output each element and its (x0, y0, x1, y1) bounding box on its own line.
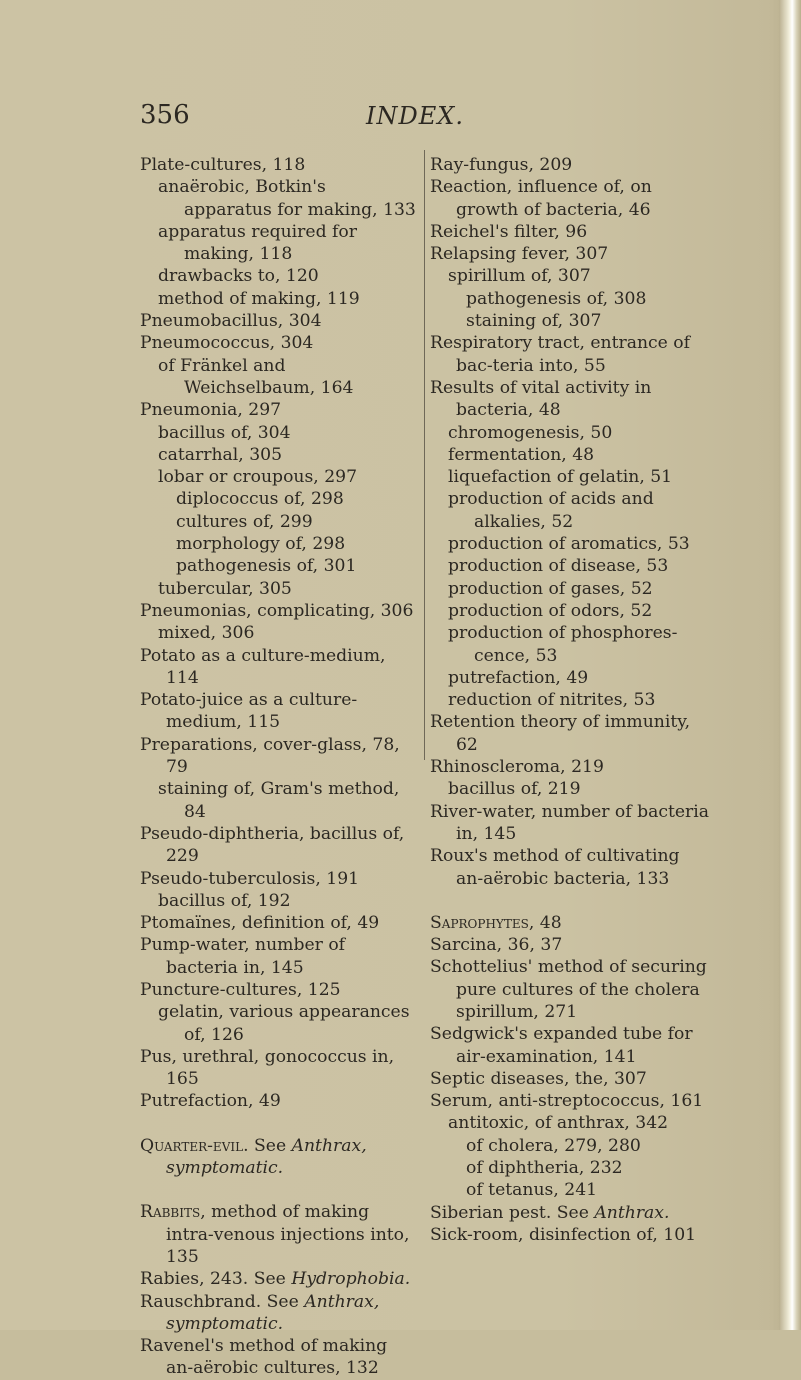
left-column (140, 154, 418, 1380)
index-entry (430, 756, 710, 778)
index-entry (140, 1135, 418, 1180)
index-entry (430, 1202, 710, 1224)
entry-text: Ravenel's method of making an-aërobic cultures, 132 (140, 1336, 388, 1379)
index-entry (140, 399, 418, 421)
index-entry (140, 979, 418, 1001)
entry-text: antitoxic, of anthrax, 342 (448, 1113, 669, 1134)
entry-text: River-water, number of bacteria in, 145 (430, 801, 710, 844)
entry-text: reduction of nitrites, 53 (448, 690, 656, 711)
entry-text: chromogenesis, 50 (448, 422, 613, 443)
entry-text: Pneumobacillus, 304 (140, 311, 322, 332)
index-entry (140, 310, 418, 332)
entry-text: Rhinoscleroma, 219 (430, 757, 604, 778)
index-entry (430, 622, 710, 667)
index-entry (430, 956, 710, 1023)
index-entry (430, 912, 710, 934)
entry-text: Roux's method of cultivating an-aërobic bacteria, 133 (430, 846, 680, 889)
index-entry (140, 912, 418, 934)
index-entry (430, 801, 710, 846)
entry-text: Serum, anti-streptococcus, 161 (430, 1091, 704, 1112)
entry-text: production of aromatics, 53 (448, 534, 690, 555)
index-entry (140, 578, 418, 600)
entry-text: bacillus of, 192 (158, 890, 291, 911)
page-title: INDEX. (366, 102, 464, 130)
index-entry (140, 265, 418, 287)
index-entry (140, 1001, 418, 1046)
entry-text: drawbacks to, 120 (158, 266, 319, 287)
entry-text: method of making, 119 (158, 288, 360, 309)
index-entry (430, 778, 710, 800)
entry-text: Reichel's filter, 96 (430, 221, 588, 242)
entry-text: of Fränkel and Weichselbaum, 164 (158, 355, 354, 398)
entry-text: mixed, 306 (158, 623, 255, 644)
index-entry (140, 332, 418, 354)
entry-text: production of odors, 52 (448, 600, 653, 621)
entry-text: diplococcus of, 298 (176, 489, 344, 510)
index-entry (430, 1157, 710, 1179)
index-entry (140, 600, 418, 622)
index-entry (430, 578, 710, 600)
entry-text: Respiratory tract, entrance of bac-teria into, 55 (430, 333, 691, 376)
entry-cross-reference: Anthrax, symptomatic. (166, 1291, 380, 1334)
entry-text: Pneumonias, complicating, 306 (140, 600, 414, 621)
index-entry (140, 868, 418, 890)
index-entry (430, 1068, 710, 1090)
index-entry (140, 154, 418, 176)
entry-text: fermentation, 48 (448, 444, 595, 465)
entry-cross-reference: Anthrax. (594, 1202, 670, 1223)
entry-text: pathogenesis of, 308 (466, 288, 647, 309)
entry-cross-reference: Hydrophobia. (291, 1269, 411, 1290)
entry-text: tubercular, 305 (158, 578, 292, 599)
index-entry (140, 823, 418, 868)
entry-text: Rauschbrand. See (140, 1291, 305, 1312)
entry-text: spirillum of, 307 (448, 266, 591, 287)
entry-text: Sedgwick's expanded tube for air-examination, 141 (430, 1024, 693, 1067)
index-entry (430, 488, 710, 533)
entry-text: Pus, urethral, gonococcus in, 165 (140, 1046, 395, 1090)
index-entry (430, 600, 710, 622)
entry-text: catarrhal, 305 (158, 444, 283, 465)
entry-text: Pseudo-tuberculosis, 191 (140, 868, 360, 889)
entry-text: Ray-fungus, 209 (430, 155, 573, 175)
index-entry (140, 555, 418, 577)
index-entry (140, 1090, 418, 1112)
entry-text: production of acids and alkalies, 52 (448, 489, 654, 532)
entry-heading: Saprophytes, (430, 912, 535, 933)
index-entry (430, 1023, 710, 1068)
entry-text: Ptomaïnes, definition of, 49 (140, 913, 380, 934)
entry-text: See (248, 1135, 292, 1156)
entry-heading: Quarter-evil. (140, 1135, 249, 1156)
index-entry (430, 444, 710, 466)
entry-text: Rabies, 243. See (140, 1269, 292, 1290)
entry-text: liquefaction of gelatin, 51 (448, 467, 673, 488)
index-entry (140, 1335, 418, 1380)
entry-text: Retention theory of immunity, 62 (430, 712, 691, 755)
page-header (0, 100, 801, 140)
index-entry (140, 778, 418, 823)
index-entry (140, 1291, 418, 1336)
entry-cross-reference: Anthrax, symptomatic. (166, 1135, 367, 1179)
index-entry (430, 243, 710, 265)
entry-text: bacillus of, 219 (448, 779, 581, 800)
index-entry (140, 934, 418, 979)
entry-text: Sick-room, disinfection of, 101 (430, 1224, 697, 1245)
index-entry (430, 310, 710, 332)
index-entry (430, 555, 710, 577)
index-entry (140, 1268, 418, 1290)
entry-text: bacillus of, 304 (158, 422, 291, 443)
index-entry (430, 533, 710, 555)
index-entry (430, 377, 710, 422)
index-entry (140, 488, 418, 510)
index-entry (140, 355, 418, 400)
entry-text: production of gases, 52 (448, 578, 653, 599)
index-entry (140, 1201, 418, 1268)
entry-text: method of making intra-venous injections into, 135 (166, 1202, 410, 1267)
entry-text: apparatus required for making, 118 (158, 221, 357, 265)
index-entry (430, 221, 710, 243)
entry-text: Reaction, influence of, on growth of bacteria, 46 (430, 177, 652, 220)
entry-text: cultures of, 299 (176, 511, 313, 532)
index-entry (140, 1046, 418, 1091)
page-number: 356 (140, 100, 190, 130)
index-entry (140, 622, 418, 644)
entry-text: production of disease, 53 (448, 556, 669, 577)
entry-text: Potato-juice as a culture-medium, 115 (140, 690, 358, 733)
entry-text: Schottelius' method of securing pure cultures of the cholera spirillum, 271 (430, 957, 707, 1022)
entry-text: of cholera, 279, 280 (466, 1135, 641, 1156)
index-entry (430, 176, 710, 221)
entry-text: Pseudo-diphtheria, bacillus of, 229 (140, 823, 405, 867)
entry-text: staining of, 307 (466, 311, 602, 332)
entry-text: Plate-cultures, 118 (140, 155, 306, 175)
entry-text: Potato as a culture-medium, 114 (140, 645, 386, 688)
page-edge (779, 0, 801, 1330)
index-entry (430, 1135, 710, 1157)
index-entry (140, 734, 418, 779)
index-entry (430, 288, 710, 310)
index-entry (430, 689, 710, 711)
index-entry (140, 645, 418, 690)
index-entry (430, 1112, 710, 1134)
index-entry (430, 265, 710, 287)
index-entry (140, 288, 418, 310)
entry-text: of tetanus, 241 (466, 1180, 598, 1201)
index-entry (430, 1179, 710, 1201)
right-column (430, 154, 710, 1246)
entry-text: Pneumonia, 297 (140, 400, 282, 421)
column-divider (424, 150, 425, 760)
entry-text: pathogenesis of, 301 (176, 556, 357, 577)
entry-text: Relapsing fever, 307 (430, 244, 609, 265)
index-entry (140, 511, 418, 533)
index-entry (430, 934, 710, 956)
index-entry (430, 1090, 710, 1112)
entry-text: Sarcina, 36, 37 (430, 935, 563, 956)
index-entry (140, 422, 418, 444)
entry-text: 48 (534, 912, 562, 933)
index-entry (430, 711, 710, 756)
index-entry (140, 890, 418, 912)
index-entry (430, 422, 710, 444)
entry-text: Preparations, cover-glass, 78, 79 (140, 734, 400, 778)
index-entry (430, 845, 710, 890)
index-entry (430, 332, 710, 377)
entry-text: gelatin, various appearances of, 126 (158, 1002, 410, 1045)
index-entry (430, 154, 710, 176)
entry-text: Results of vital activity in bacteria, 48 (430, 377, 652, 421)
index-entry (140, 689, 418, 734)
entry-text: production of phosphores-cence, 53 (448, 623, 678, 666)
index-entry (430, 466, 710, 488)
entry-heading: Rabbits, (140, 1202, 206, 1223)
entry-text: morphology of, 298 (176, 534, 346, 555)
index-entry (140, 444, 418, 466)
index-entry (140, 176, 418, 221)
entry-text: Puncture-cultures, 125 (140, 979, 341, 1000)
entry-text: Pneumococcus, 304 (140, 333, 314, 354)
entry-text: Putrefaction, 49 (140, 1091, 281, 1112)
entry-text: staining of, Gram's method, 84 (158, 779, 400, 822)
entry-text: Siberian pest. See (430, 1202, 595, 1223)
index-entry (140, 221, 418, 266)
entry-text: lobar or croupous, 297 (158, 467, 358, 488)
entry-text: Septic diseases, the, 307 (430, 1068, 647, 1089)
entry-text: anaërobic, Botkin's apparatus for making, 133 (158, 177, 416, 220)
index-entry (140, 533, 418, 555)
index-entry (140, 466, 418, 488)
index-entry (430, 667, 710, 689)
entry-text: putrefaction, 49 (448, 667, 589, 688)
entry-text: Pump-water, number of bacteria in, 145 (140, 935, 346, 978)
entry-text: of diphtheria, 232 (466, 1158, 623, 1179)
index-entry (430, 1224, 710, 1246)
